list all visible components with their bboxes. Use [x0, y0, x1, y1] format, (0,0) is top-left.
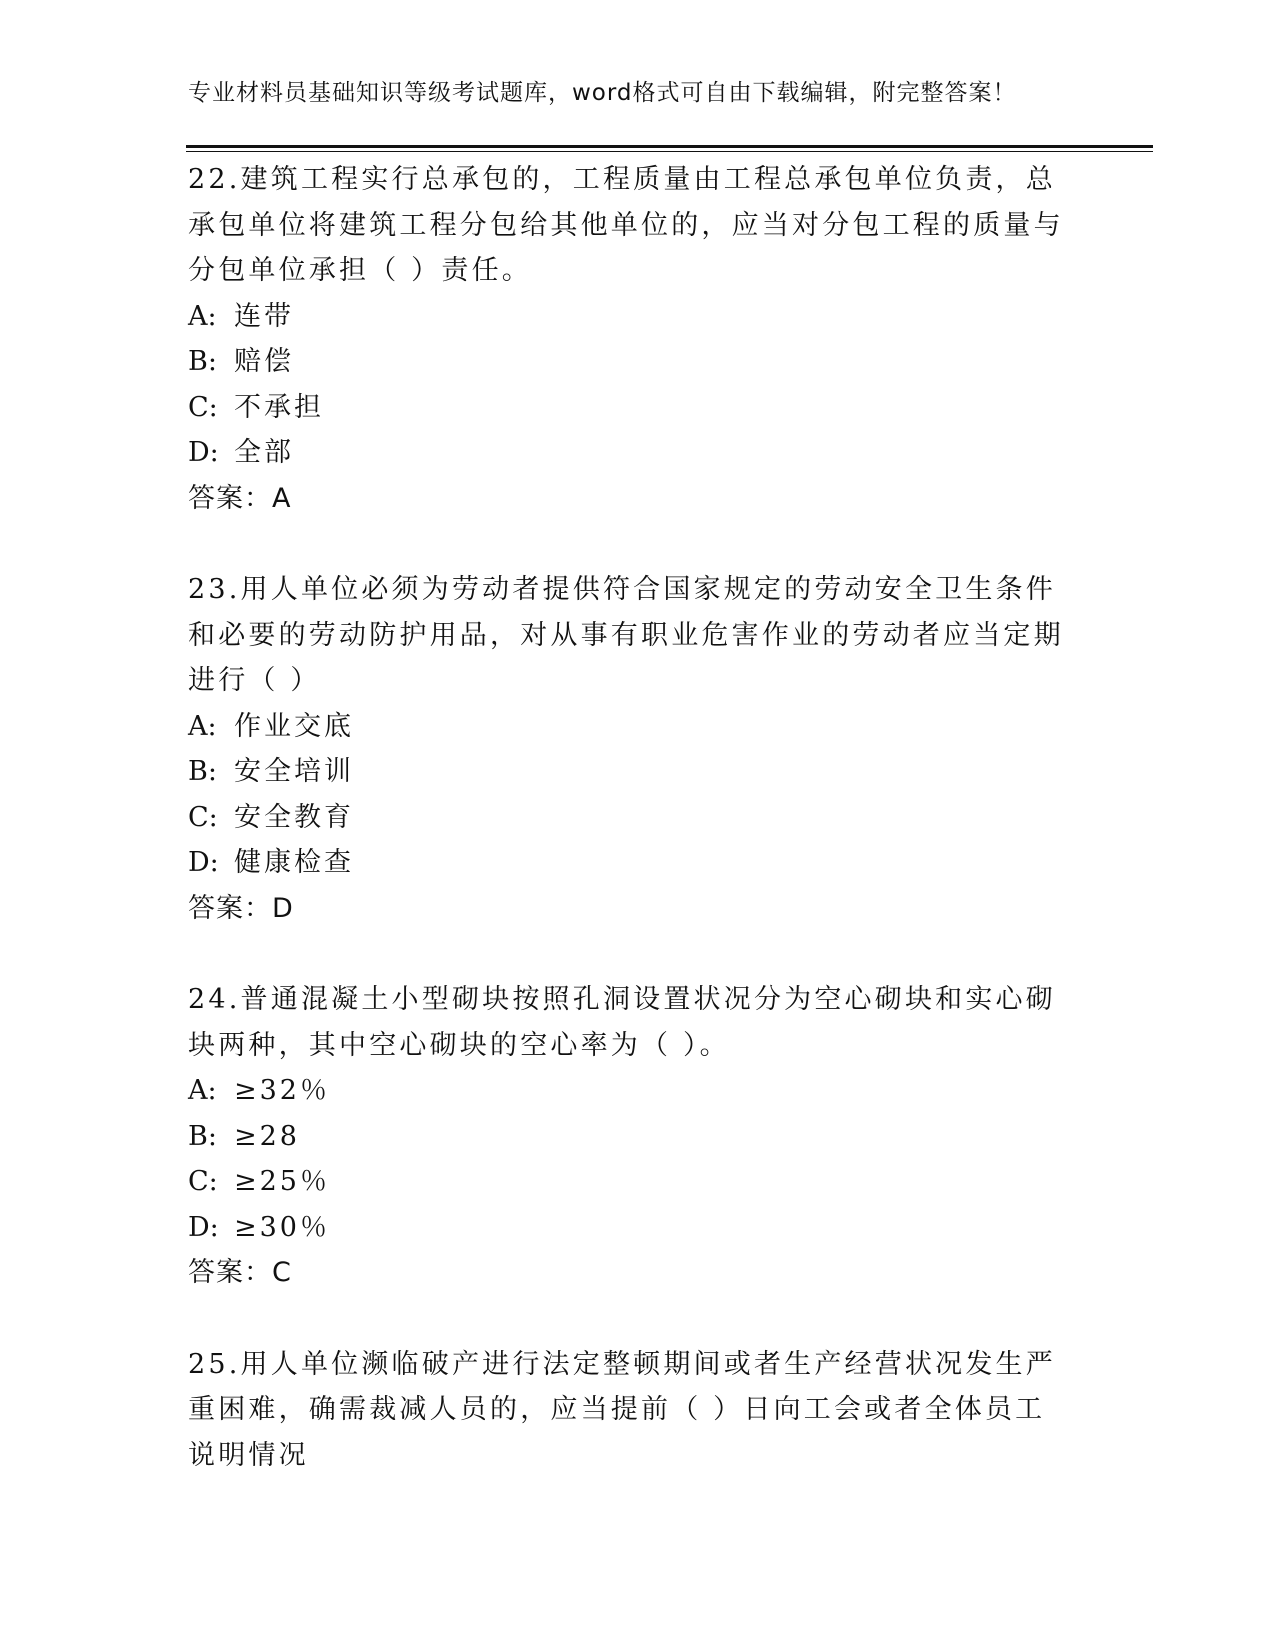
- option-text: 作业交底: [234, 710, 354, 742]
- answer-line: 答案：D: [188, 892, 294, 924]
- question-list: [188, 157, 1068, 1524]
- option-b: [188, 749, 1068, 795]
- option-a: [188, 1068, 1068, 1114]
- option-text: 连带: [234, 300, 294, 332]
- option-d: [188, 1205, 1068, 1251]
- option-text: 全部: [234, 437, 294, 468]
- option-text: 安全培训: [234, 756, 354, 787]
- question-stem: 24.普通混凝土小型砌块按照孔洞设置状况分为空心砌块和实心砌块两种，其中空心砌块的空心率为（ ）。: [188, 984, 1056, 1061]
- option-text: ≥32％: [234, 1075, 330, 1106]
- option-key: A:: [188, 300, 217, 332]
- option-b: [188, 1114, 1068, 1160]
- question-23: [188, 567, 1068, 931]
- option-key: C:: [188, 801, 218, 833]
- question-25: [188, 1342, 1068, 1479]
- option-d: [188, 430, 1068, 476]
- option-key: A:: [188, 1075, 217, 1106]
- option-key: C:: [188, 1166, 218, 1197]
- question-24: [188, 977, 1068, 1296]
- option-text: ≥25％: [234, 1166, 330, 1197]
- option-key: B:: [188, 1120, 217, 1152]
- option-key: B:: [188, 346, 217, 377]
- option-text: ≥30％: [234, 1211, 330, 1243]
- option-c: [188, 795, 1068, 841]
- question-stem: 25.用人单位濒临破产进行法定整顿期间或者生产经营状况发生严重困难，确需裁减人员的，应当提前（ ）日向工会或者全体员工说明情况: [188, 1348, 1056, 1471]
- option-c: [188, 1159, 1068, 1205]
- option-text: ≥28: [234, 1120, 300, 1152]
- option-a: [188, 294, 1068, 340]
- option-key: A:: [188, 710, 217, 742]
- option-key: B:: [188, 756, 217, 787]
- answer-line: 答案：A: [188, 482, 292, 514]
- option-b: [188, 339, 1068, 385]
- page-header: 专业材料员基础知识等级考试题库，word格式可自由下载编辑，附完整答案！: [188, 80, 1017, 106]
- question-stem: 23.用人单位必须为劳动者提供符合国家规定的劳动安全卫生条件和必要的劳动防护用品，对从事有职业危害作业的劳动者应当定期进行（ ）: [188, 574, 1064, 696]
- option-text: 不承担: [234, 391, 324, 423]
- option-c: [188, 385, 1068, 431]
- option-key: D:: [188, 1211, 219, 1243]
- option-text: 安全教育: [234, 801, 354, 833]
- option-key: D:: [188, 437, 219, 468]
- option-text: 健康检查: [234, 847, 354, 878]
- header-divider-thick: [186, 145, 1153, 148]
- header-divider-thin: [186, 151, 1153, 152]
- option-key: D:: [188, 847, 219, 878]
- option-key: C:: [188, 391, 218, 423]
- option-text: 赔偿: [234, 346, 294, 377]
- option-d: [188, 840, 1068, 886]
- option-a: [188, 704, 1068, 750]
- question-stem: 22.建筑工程实行总承包的，工程质量由工程总承包单位负责，总承包单位将建筑工程分包给其他单位的，应当对分包工程的质量与分包单位承担（ ）责任。: [188, 164, 1064, 286]
- question-22: [188, 157, 1068, 521]
- answer-line: 答案：C: [188, 1257, 292, 1288]
